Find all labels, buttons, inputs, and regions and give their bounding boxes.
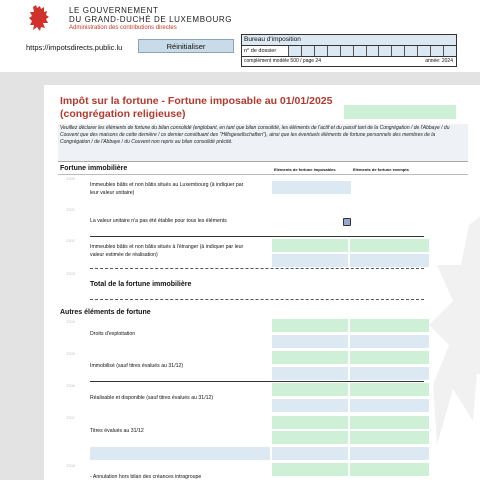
item-label-lux — [90, 181, 243, 197]
item-label-lux-line2: leur valeur unitaire) — [90, 190, 135, 196]
dossier-label: n° de dossier — [244, 48, 277, 54]
input-droits-exempts[interactable] — [350, 319, 429, 332]
input-droits-exempts-2[interactable] — [350, 335, 429, 348]
form-title — [60, 95, 332, 121]
input-immobilise-exempts-2[interactable] — [350, 367, 429, 380]
dossier-number-cells[interactable] — [288, 46, 456, 56]
bureau-field[interactable] — [242, 35, 456, 46]
line-code: 2307 — [66, 415, 75, 420]
input-titres-imposables-3[interactable] — [272, 447, 348, 460]
bureau-label: Bureau d'imposition — [244, 36, 301, 43]
input-titres-exempts-2[interactable] — [350, 431, 429, 444]
title-input-field[interactable] — [344, 105, 456, 119]
input-immeubles-etr-imposables-2[interactable] — [272, 254, 348, 267]
form-title-line2: (congrégation religieuse) — [60, 108, 186, 120]
complement-row — [242, 57, 456, 66]
input-realisable-imposables-2[interactable] — [272, 399, 348, 412]
input-titres-exempts-3[interactable] — [350, 447, 429, 460]
row-separator — [90, 236, 424, 237]
item-label-etr-line1: Immeubles bâtis et non bâtis situés à l'étranger (à indiquer par leur — [90, 244, 244, 250]
input-immobilise-imposables[interactable] — [272, 351, 348, 364]
top-banner — [0, 0, 480, 72]
item-label-titres: Titres évalués au 31/12 — [90, 428, 144, 434]
input-realisable-exempts-2[interactable] — [350, 399, 429, 412]
input-droits-imposables[interactable] — [272, 319, 348, 332]
gov-line1: LE GOUVERNEMENT — [69, 6, 159, 15]
valeur-unitaire-checkbox[interactable] — [343, 218, 351, 226]
annee-label: année: 2024 — [425, 58, 453, 64]
input-droits-imposables-2[interactable] — [272, 335, 348, 348]
government-lion-logo — [24, 3, 56, 35]
row-separator — [90, 268, 424, 269]
item-label-droits: Droits d'exploitation — [90, 331, 136, 337]
item-label-etr — [90, 243, 243, 259]
line-code: 2302 — [66, 238, 75, 243]
input-realisable-imposables[interactable] — [272, 383, 348, 396]
item-label-annulation: - Annulation hors bilan des créances intragroupe — [90, 474, 202, 480]
row-separator — [90, 381, 424, 382]
admin-label: Administration des contributions directes — [69, 25, 177, 31]
input-immeubles-etr-exempts-2[interactable] — [350, 254, 429, 267]
input-titres-imposables[interactable] — [272, 416, 348, 429]
line-code: 2305 — [66, 351, 75, 356]
header-info-box — [241, 34, 457, 67]
col-header-exempts: Eléments de fortune exempts — [353, 167, 409, 172]
input-realisable-exempts[interactable] — [350, 383, 429, 396]
line-code: 2301 — [66, 207, 75, 212]
line-code: 2303 — [66, 271, 75, 276]
item-label-realisable: Réalisable et disponible (sauf titres évalués au 31/12) — [90, 395, 214, 401]
section-fortune-immobiliere: Fortune immobilière — [60, 165, 128, 172]
input-immeubles-etr-exempts[interactable] — [350, 239, 429, 252]
item-label-immobilise: Immobilisé (sauf titres évalués au 31/12) — [90, 363, 184, 369]
watermark-lion-icon — [429, 205, 480, 480]
total-fortune-immobiliere-label: Total de la fortune immobilière — [90, 281, 192, 288]
section-autres-elements: Autres éléments de fortune — [60, 309, 151, 316]
form-page — [44, 85, 480, 480]
item-label-etr-line2: valeur estimée de réalisation) — [90, 252, 158, 258]
gov-line2: DU GRAND-DUCHÉ DE LUXEMBOURG — [69, 15, 233, 24]
input-titres-description[interactable] — [90, 447, 270, 460]
row-separator — [90, 299, 424, 300]
line-code: 2308 — [66, 463, 75, 468]
site-url: https://impotsdirects.public.lu — [26, 43, 123, 52]
reset-button[interactable]: Réinitialiser — [138, 39, 234, 53]
complement-label: complément modèle 500 / page 24 — [244, 58, 321, 64]
line-code: 2304 — [66, 319, 75, 324]
input-titres-exempts[interactable] — [350, 416, 429, 429]
line-code: 2306 — [66, 383, 75, 388]
input-titres-imposables-2[interactable] — [272, 431, 348, 444]
input-immeubles-lux-imposables[interactable] — [272, 181, 351, 194]
input-immobilise-imposables-2[interactable] — [272, 367, 348, 380]
intro-text: Veuillez déclarer les éléments de fortune du bilan consolidé (englobant, en tant que bilan consolidé, les éléments de l'actif et du passif tant de la Congrégation / de l'Abbaye / du Couvent que des maisons de cette dernière / ce dernier constituant des "Hilfsgesellschaften"), ainsi que les éventuels éléments de fortune personnels des membres de la Congrégation / de l'Abbaye / du Couvent non repris au bilan consolidé précité. — [58, 124, 468, 162]
input-annulation-imposables[interactable] — [272, 463, 348, 476]
input-annulation-exempts[interactable] — [350, 463, 429, 476]
item-label-vu: La valeur unitaire n'a pas été établie pour tous les éléments — [90, 218, 227, 224]
input-immobilise-exempts[interactable] — [350, 351, 429, 364]
section-divider — [58, 174, 468, 175]
input-immeubles-etr-imposables[interactable] — [272, 239, 348, 252]
item-label-lux-line1: Immeubles bâtis et non bâtis situés au Luxembourg (à indiquer par — [90, 182, 244, 188]
line-code: 2300 — [66, 176, 75, 181]
col-header-imposables: Eléments de fortune imposables — [274, 167, 336, 172]
form-title-line1: Impôt sur la fortune - Fortune imposable au 01/01/2025 — [60, 95, 333, 107]
dossier-row — [242, 46, 456, 57]
